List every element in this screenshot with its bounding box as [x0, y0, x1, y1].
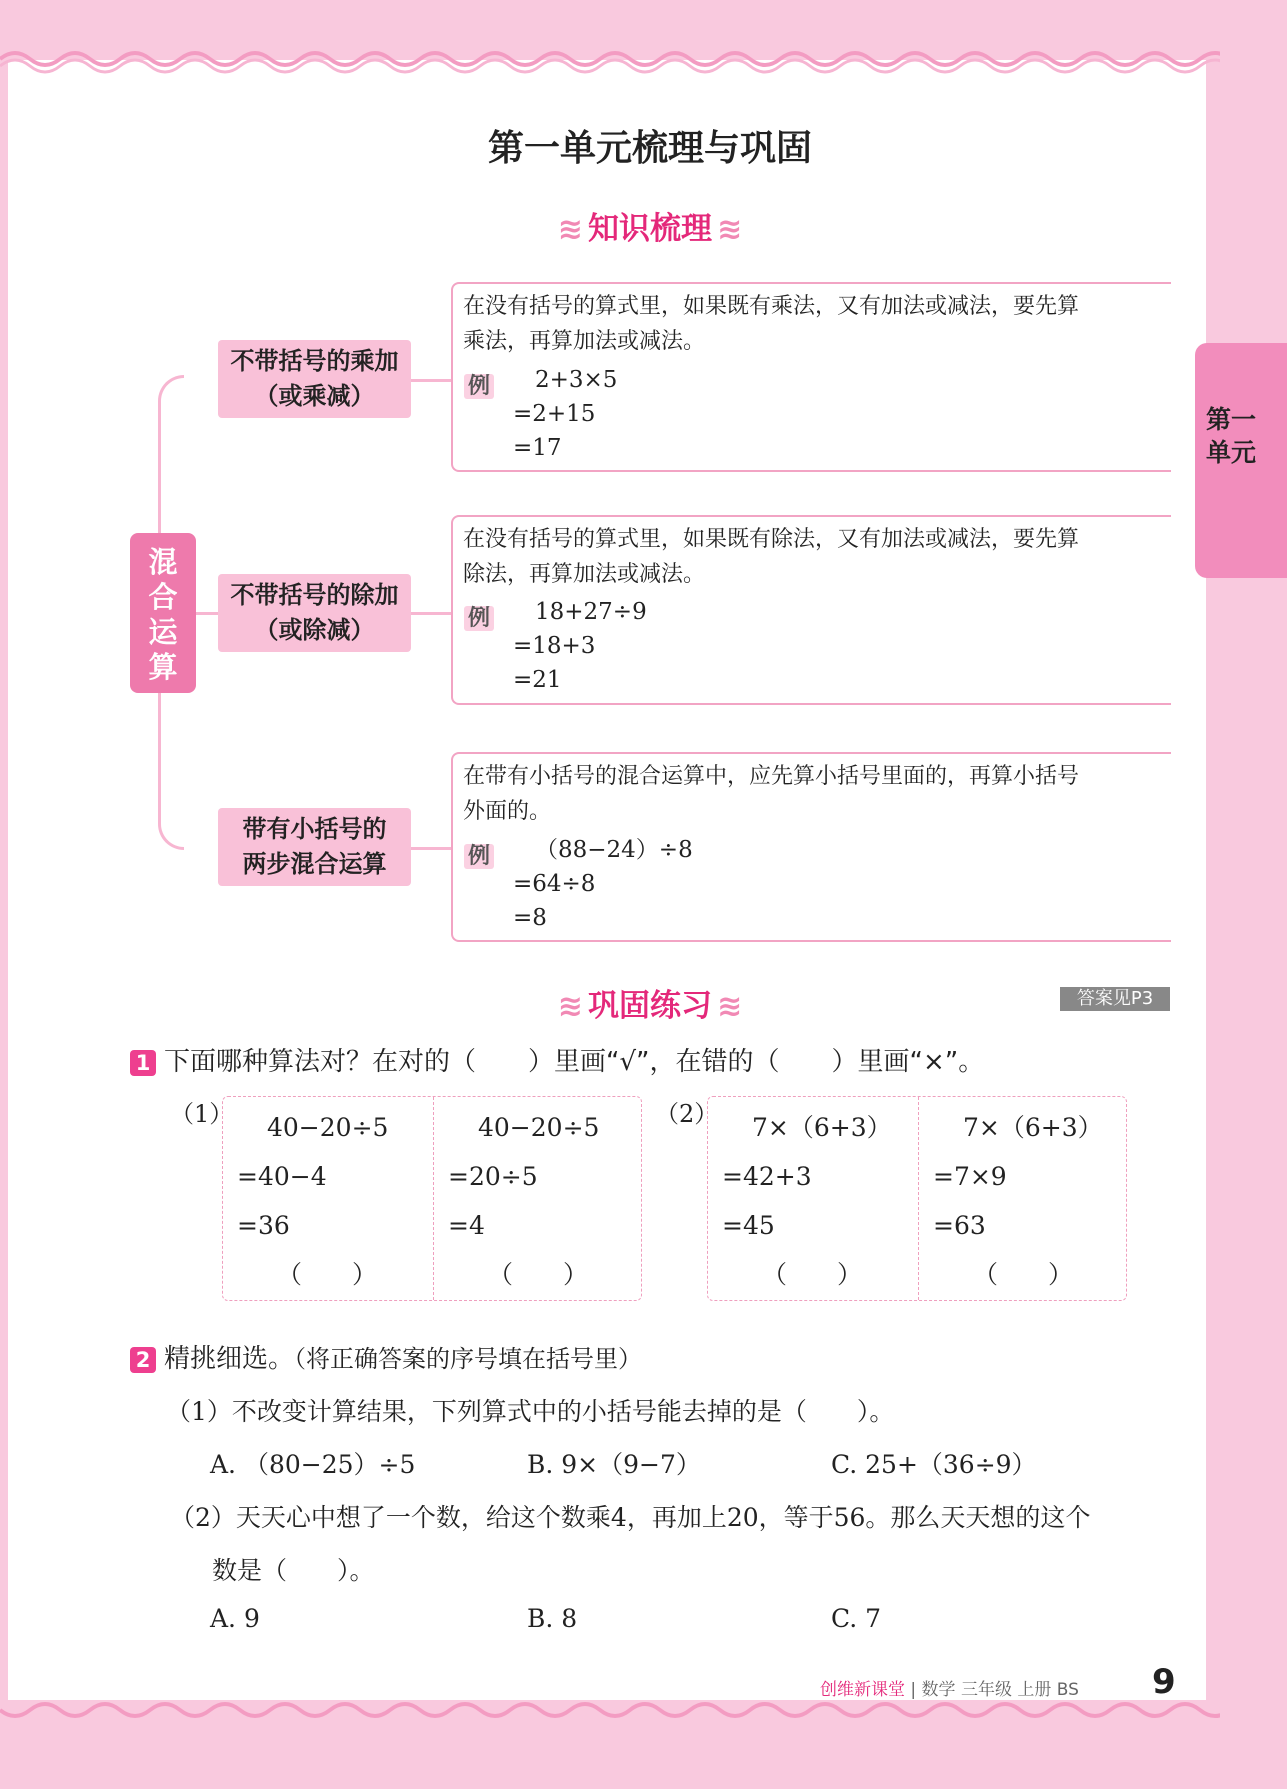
calc-line: =45 [722, 1211, 775, 1240]
rule-line: 乘法，再算加法或减法。 [463, 329, 706, 354]
mindmap-branch-3 [218, 808, 411, 886]
example-step: （88−24）÷8 [535, 837, 693, 863]
question-number-badge: 2 [130, 1347, 156, 1373]
footer-info [820, 1675, 1079, 1700]
mindmap-root-label: 混合运算 [148, 545, 178, 684]
rule-line: 除法，再算加法或减法。 [463, 562, 706, 587]
rule-line: 外面的。 [463, 799, 552, 824]
top-wavy-border [0, 44, 1220, 74]
q1-calc-column [223, 1103, 433, 1299]
branch-label-line2: （或乘减） [254, 382, 375, 410]
wave-right-icon: ≋ [717, 212, 743, 247]
q1-group-2-label: （2） [655, 1100, 719, 1128]
calc-line: =7×9 [933, 1162, 1007, 1191]
mindmap-branch-2 [218, 574, 411, 652]
calc-line: =42+3 [722, 1162, 812, 1191]
mindmap-connector-2 [411, 612, 451, 615]
review-section-header [0, 203, 1287, 248]
mindmap-connector-1 [411, 379, 451, 382]
answer-blank[interactable]: （ ） [762, 1260, 863, 1289]
q2-sub2-text-line1: （2）天天心中想了一个数，给这个数乘4，再加上20，等于56。那么天天想的这个 [170, 1503, 1091, 1532]
example-step: =18+3 [513, 633, 596, 659]
question-2 [130, 1338, 642, 1375]
calc-line: =63 [933, 1211, 986, 1240]
q1-calc-column [708, 1103, 918, 1299]
rule-text-3 [463, 759, 1163, 829]
unit-side-tab [1195, 343, 1287, 578]
bottom-wavy-border [0, 1700, 1220, 1730]
q1-group-1-label: （1） [170, 1100, 234, 1128]
q2-sub1-text: （1）不改变计算结果，下列算式中的小括号能去掉的是（ ）。 [166, 1397, 895, 1426]
example-step: =64÷8 [513, 871, 596, 897]
answer-reference-badge: 答案见P3 [1060, 987, 1170, 1011]
calc-line: =4 [448, 1211, 485, 1240]
unit-side-tab-label: 第一单元 [1205, 405, 1256, 467]
rule-text-1 [463, 289, 1163, 359]
question-number-badge: 1 [130, 1050, 156, 1076]
q1-calc-column [433, 1097, 641, 1300]
answer-blank[interactable]: （ ） [277, 1260, 378, 1289]
q2-sub1-option-a[interactable]: A. （80−25）÷5 [210, 1450, 416, 1479]
q1-group-1-box [222, 1096, 642, 1301]
mindmap-connector-mid [196, 612, 218, 615]
branch-label-line1: 不带括号的除加 [230, 581, 399, 609]
example-step: 18+27÷9 [535, 599, 647, 625]
example-step: =21 [513, 667, 562, 693]
answer-blank[interactable]: （ ） [488, 1260, 589, 1289]
mindmap-branch-1 [218, 340, 411, 418]
q2-sub2-option-a[interactable]: A. 9 [210, 1604, 260, 1633]
calc-line: 7×（6+3） [752, 1113, 892, 1142]
calc-line: =40−4 [237, 1162, 327, 1191]
branch-label-line1: 不带括号的乘加 [230, 347, 399, 375]
wave-left-icon: ≋ [557, 212, 583, 247]
mindmap-root [130, 533, 196, 693]
footer-book-info: | 数学 三年级 上册 BS [910, 1680, 1079, 1700]
example-steps-2 [513, 595, 647, 697]
example-tag: 例 [464, 606, 494, 631]
q2-sub2-option-b[interactable]: B. 8 [527, 1604, 578, 1633]
rule-line: 在带有小括号的混合运算中，应先算小括号里面的，再算小括号 [463, 764, 1080, 789]
example-steps-3 [513, 833, 693, 935]
answer-blank[interactable]: （ ） [973, 1260, 1074, 1289]
branch-label-line1: 带有小括号的 [242, 815, 387, 843]
calc-line: =36 [237, 1211, 290, 1240]
page-number: 9 [1152, 1662, 1176, 1702]
example-step: =17 [513, 435, 562, 461]
example-step: 2+3×5 [535, 367, 618, 393]
rule-line: 在没有括号的算式里，如果既有除法，又有加法或减法，要先算 [463, 527, 1080, 552]
wave-left-icon: ≋ [557, 989, 583, 1024]
example-block-2 [464, 601, 494, 632]
calc-line: =20÷5 [448, 1162, 538, 1191]
example-tag: 例 [464, 844, 494, 869]
calc-line: 7×（6+3） [963, 1113, 1103, 1142]
example-step: =2+15 [513, 401, 596, 427]
example-tag: 例 [464, 374, 494, 399]
example-block-1 [464, 369, 494, 400]
review-section-title: 知识梳理 [588, 211, 712, 247]
mindmap-connector-3 [411, 847, 451, 850]
branch-label-line2: 两步混合运算 [242, 850, 387, 878]
question-1-text: 下面哪种算法对？在对的（ ）里画“√”，在错的（ ）里画“×”。 [164, 1047, 985, 1077]
q1-calc-column [918, 1097, 1126, 1300]
practice-section-title: 巩固练习 [588, 988, 712, 1024]
q2-sub2-option-c[interactable]: C. 7 [831, 1604, 882, 1633]
rule-line: 在没有括号的算式里，如果既有乘法，又有加法或减法，要先算 [463, 294, 1080, 319]
q2-sub1-option-b[interactable]: B. 9×（9−7） [527, 1450, 701, 1479]
question-2-title: 精挑细选。 [164, 1344, 295, 1374]
branch-label-line2: （或除减） [254, 616, 375, 644]
page-title: 第一单元梳理与巩固 [487, 128, 812, 169]
footer-brand: 创维新课堂 [820, 1680, 905, 1700]
q2-sub2-text-line2: 数是（ ）。 [212, 1556, 375, 1585]
example-step: =8 [513, 905, 547, 931]
question-1 [130, 1041, 984, 1078]
calc-line: 40−20÷5 [478, 1113, 600, 1142]
example-block-3 [464, 839, 494, 870]
question-2-hint: （将正确答案的序号填在括号里） [294, 1345, 643, 1373]
wave-right-icon: ≋ [717, 989, 743, 1024]
q1-group-2-box [707, 1096, 1127, 1301]
calc-line: 40−20÷5 [267, 1113, 389, 1142]
q2-sub1-option-c[interactable]: C. 25+（36÷9） [831, 1450, 1037, 1479]
rule-text-2 [463, 522, 1163, 592]
example-steps-1 [513, 363, 617, 465]
